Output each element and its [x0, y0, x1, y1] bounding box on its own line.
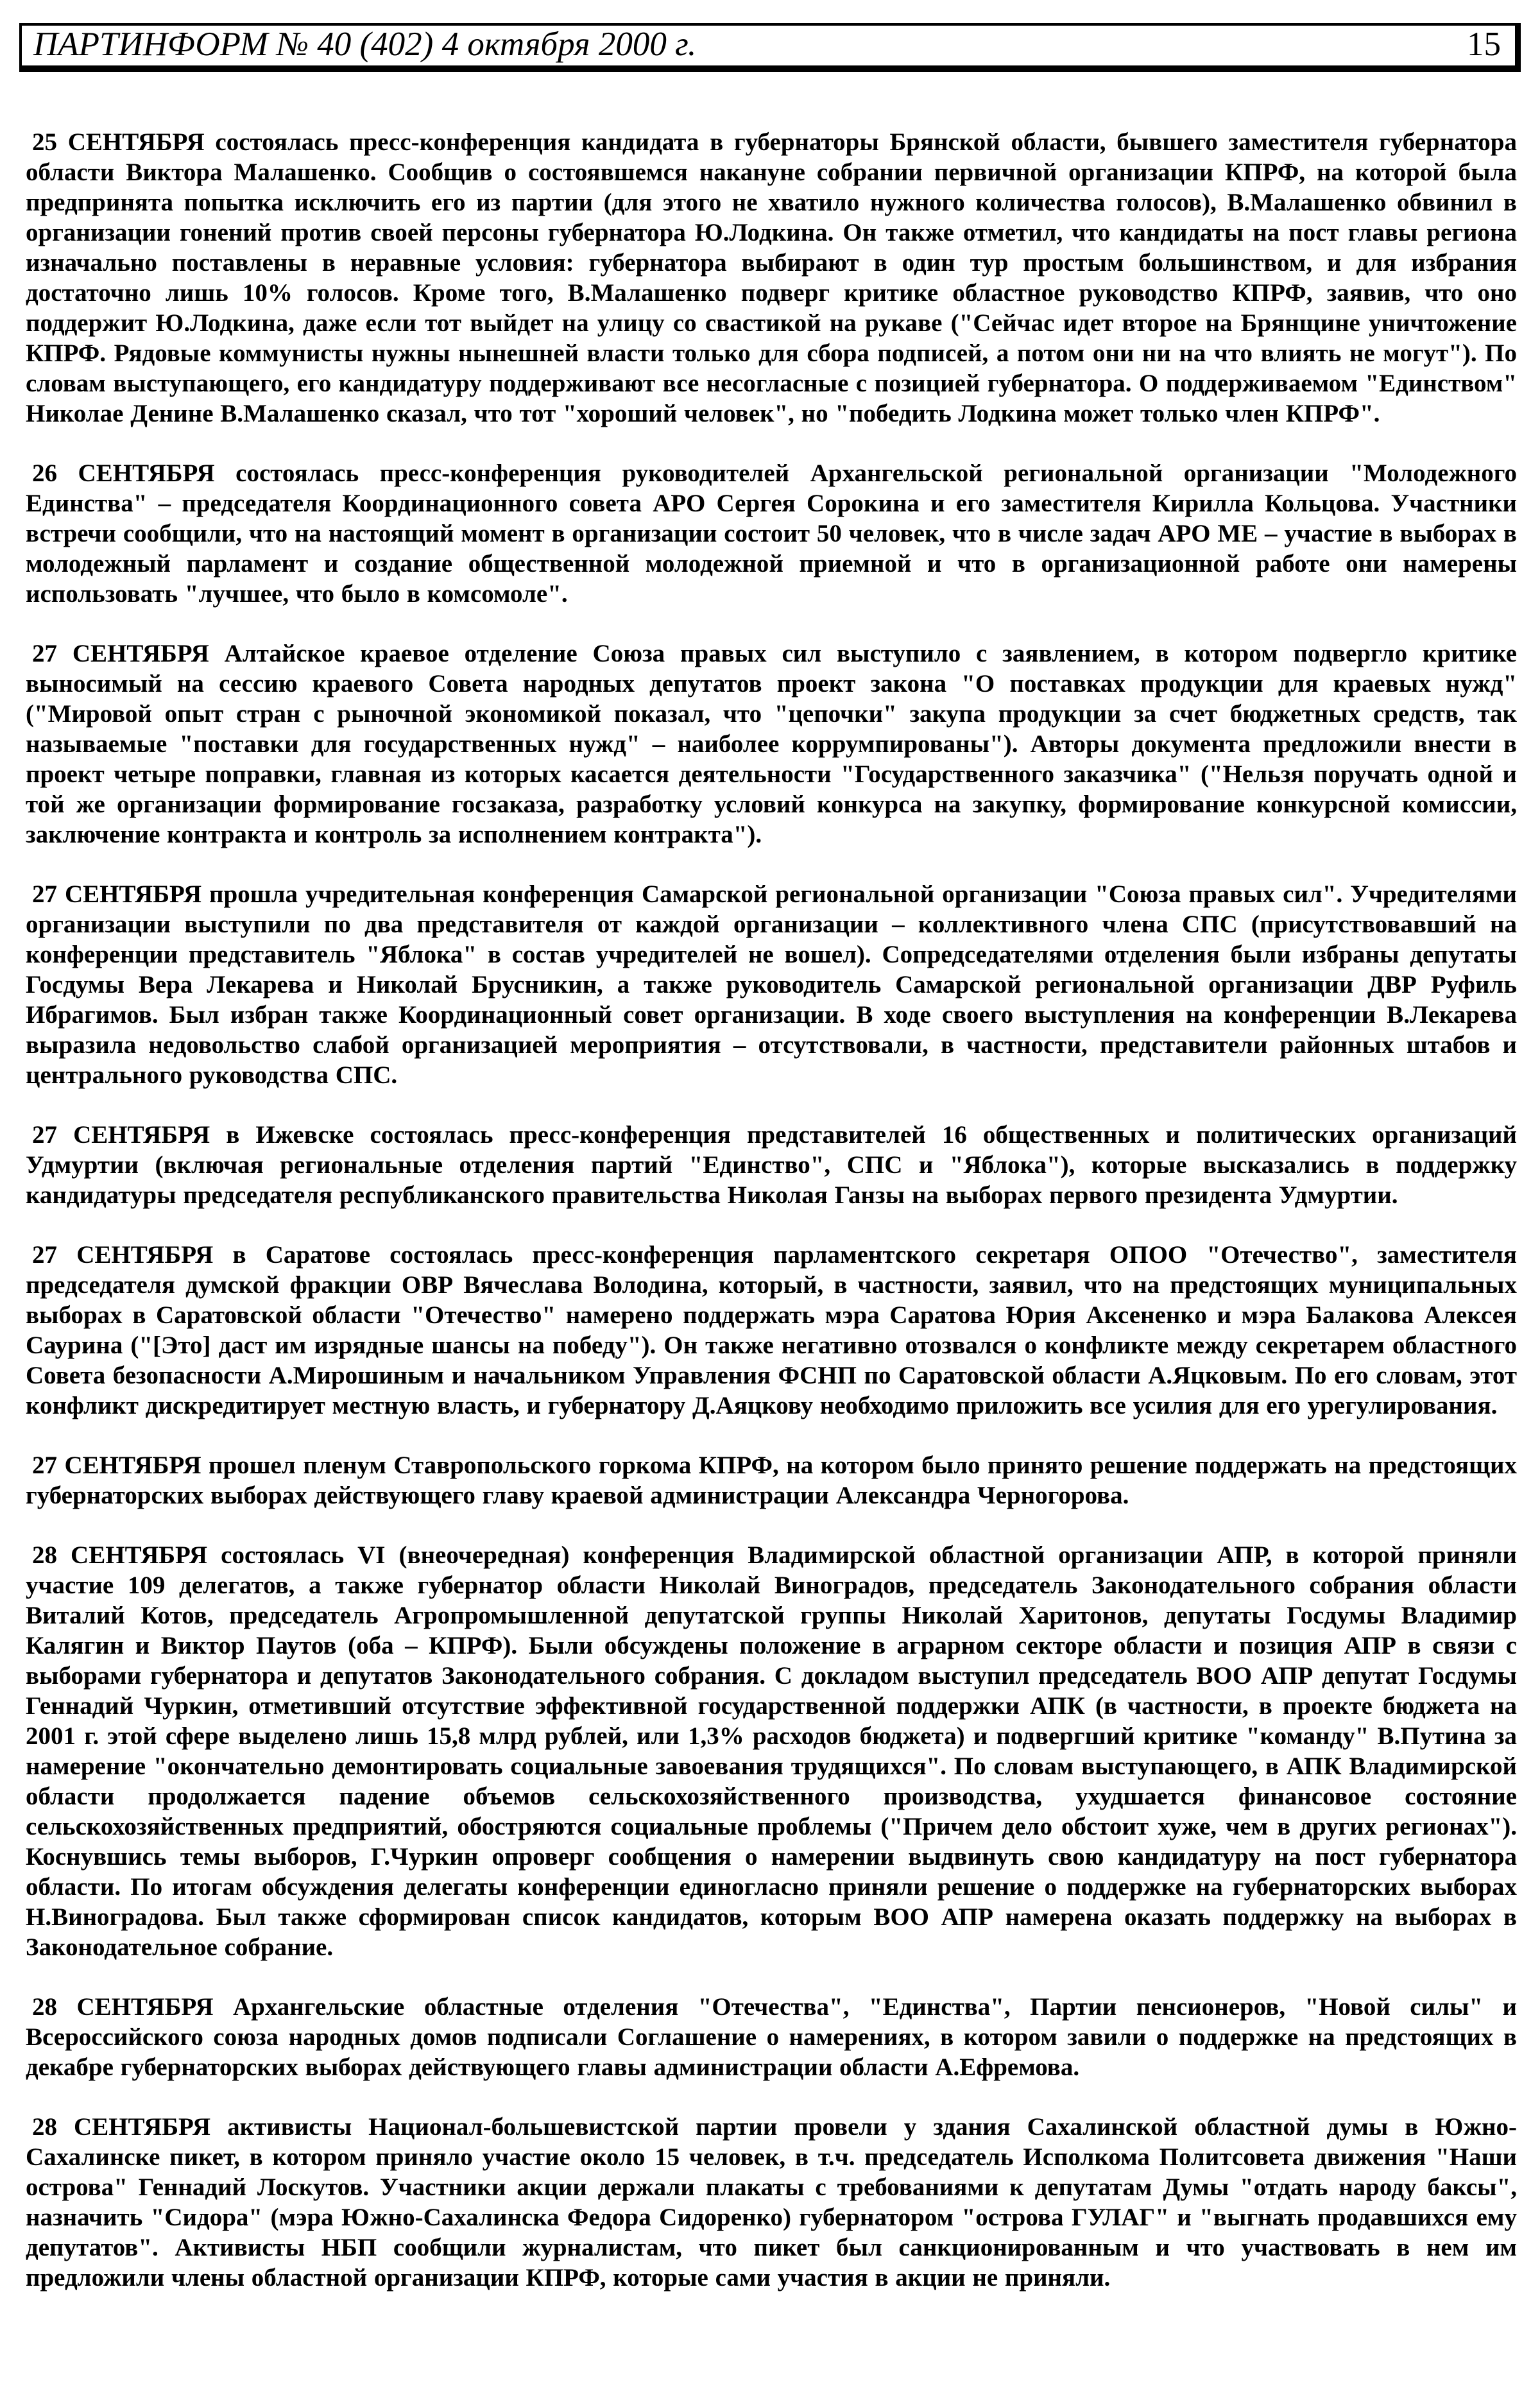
article-body — [26, 127, 1517, 2322]
paragraph: 27 СЕНТЯБРЯ прошел пленум Ставропольского горкома КПРФ, на котором было принято решение поддержать на предстоящих губернаторских выборах действующего главу краевой администрации Александра Черногорова. — [26, 1452, 1517, 1509]
paragraph: 28 СЕНТЯБРЯ активисты Национал-большевистской партии провели у здания Сахалинской областной думы в Южно-Сахалинске пикет, в котором приняло участие около 15 человек, в т.ч. председатель Исполкома Политсовета движения "Наши острова" Геннадий Лоскутов. Участники акции держали плакаты с требованиями к депутатам Думы "отдать народу баксы", назначить "Сидора" (мэра Южно-Сахалинска Федора Сидоренко) губернатором "острова ГУЛАГ" и "выгнать продавшихся ему депутатов". Активисты НБП сообщили журналистам, что пикет был санкционированным и что участвовать в нем им предложили члены областной организации КПРФ, которые сами участия в акции не приняли. — [26, 2113, 1517, 2292]
page-number: 15 — [1467, 25, 1501, 63]
paragraph: 27 СЕНТЯБРЯ в Саратове состоялась пресс-конференция парламентского секретаря ОПОО "Отечество", заместителя председателя думской фракции ОВР Вячеслава Володина, который, в частности, заявил, что на предстоящих муниципальных выборах в Саратовской области "Отечество" намерено поддержать мэра Саратова Юрия Аксененко и мэра Балакова Алексея Саурина ("[Это] даст им изрядные шансы на победу"). Он также негативно отозвался о конфликте между секретарем областного Совета безопасности А.Мирошиным и начальником Управления ФСНП по Саратовской области А.Яцковым. По его словам, этот конфликт дискредитирует местную власть, и губернатору Д.Аяцкову необходимо приложить все усилия для его урегулирования. — [26, 1241, 1517, 1419]
newsletter-masthead: ПАРТИНФОРМ № 40 (402) 4 октября 2000 г. — [33, 25, 697, 63]
paragraph: 27 СЕНТЯБРЯ в Ижевске состоялась пресс-конференция представителей 16 общественных и политических организаций Удмуртии (включая региональные отделения партий "Единство", СПС и "Яблока"), которые высказались в поддержку кандидатуры председателя республиканского правительства Николая Ганзы на выборах первого президента Удмуртии. — [26, 1121, 1517, 1209]
paragraph: 27 СЕНТЯБРЯ Алтайское краевое отделение Союза правых сил выступило с заявлением, в котором подвергло критике выносимый на сессию краевого Совета народных депутатов проект закона "О поставках продукции для краевых нужд" ("Мировой опыт стран с рыночной экономикой показал, что "цепочки" закупа продукции за счет бюджетных средств, так называемые "поставки для государственных нужд" – наиболее коррумпированы"). Авторы документа предложили внести в проект четыре поправки, главная из которых касается деятельности "Государственного заказчика" ("Нельзя поручать одной и той же организации формирование госзаказа, разработку условий конкурса на закупку, формирование конкурсной комиссии, заключение контракта и контроль за исполнением контракта"). — [26, 640, 1517, 848]
page-header — [19, 23, 1521, 72]
paragraph: 28 СЕНТЯБРЯ Архангельские областные отделения "Отечества", "Единства", Партии пенсионеров, "Новой силы" и Всероссийского союза народных домов подписали Соглашение о намерениях, в котором завили о поддержке на предстоящих в декабре губернаторских выборах действующего главы администрации области А.Ефремова. — [26, 1993, 1517, 2081]
paragraph: 28 СЕНТЯБРЯ состоялась VI (внеочередная) конференция Владимирской областной организации АПР, в которой приняли участие 109 делегатов, а также губернатор области Николай Виноградов, председатель Законодательного собрания области Виталий Котов, председатель Агропромышленной депутатской группы Николай Харитонов, депутаты Госдумы Владимир Калягин и Виктор Паутов (оба – КПРФ). Были обсуждены положение в аграрном секторе области и позиция АПР в связи с выборами губернатора и депутатов Законодательного собрания. С докладом выступил председатель ВОО АПР депутат Госдумы Геннадий Чуркин, отметивший отсутствие эффективной государственной поддержки АПК (в частности, в проекте бюджета на 2001 г. этой сфере выделено лишь 15,8 млрд рублей, или 1,3% расходов бюджета) и подвергший критике "команду" В.Путина за намерение "окончательно демонтировать социальные завоевания трудящихся". По словам выступающего, в АПК Владимирской области продолжается падение объемов сельскохозяйственного производства, ухудшается финансовое состояние сельскохозяйственных предприятий, обостряются социальные проблемы ("Причем дело обстоит хуже, чем в других регионах"). Коснувшись темы выборов, Г.Чуркин опроверг сообщения о намерении выдвинуть свою кандидатуру на пост губернатора области. По итогам обсуждения делегаты конференции единогласно приняли решение о поддержке на губернаторских выборах Н.Виноградова. Был также сформирован список кандидатов, которым ВОО АПР намерена оказать поддержку на выборах в Законодательное собрание. — [26, 1541, 1517, 1961]
paragraph: 26 СЕНТЯБРЯ состоялась пресс-конференция руководителей Архангельской региональной организации "Молодежного Единства" – председателя Координационного совета АРО Сергея Сорокина и его заместителя Кирилла Кольцова. Участники встречи сообщили, что на настоящий момент в организации состоит 50 человек, что в числе задач АРО МЕ – участие в выборах в молодежный парламент и создание общественной молодежной приемной и что в организационной работе они намерены использовать "лучшее, что было в комсомоле". — [26, 459, 1517, 608]
paragraph: 25 СЕНТЯБРЯ состоялась пресс-конференция кандидата в губернаторы Брянской области, бывшего заместителя губернатора области Виктора Малашенко. Сообщив о состоявшемся накануне собрании первичной организации КПРФ, на которой была предпринята попытка исключить его из партии (для этого не хватило нужного количества голосов), В.Малашенко обвинил в организации гонений против своей персоны губернатора Ю.Лодкина. Он также отметил, что кандидаты на пост главы региона изначально поставлены в неравные условия: губернатора выбирают в один тур простым большинством, и для избрания достаточно лишь 10% голосов. Кроме того, В.Малашенко подверг критике областное руководство КПРФ, заявив, что оно поддержит Ю.Лодкина, даже если тот выйдет на улицу со свастикой на рукаве ("Сейчас идет второе на Брянщине уничтожение КПРФ. Рядовые коммунисты нужны нынешней власти только для сбора подписей, а потом они ни на что влиять не могут"). По словам выступающего, его кандидатуру поддерживают все несогласные с позицией губернатора. О поддерживаемом "Единством" Николае Денине В.Малашенко сказал, что тот "хороший человек", но "победить Лодкина может только член КПРФ". — [26, 128, 1517, 427]
paragraph: 27 СЕНТЯБРЯ прошла учредительная конференция Самарской региональной организации "Союза правых сил". Учредителями организации выступили по два представителя от каждой организации – коллективного члена СПС (присутствовавший на конференции представитель "Яблока" в состав учредителей не вошел). Сопредседателями отделения были избраны депутаты Госдумы Вера Лекарева и Николай Брусникин, а также руководитель Самарской региональной организации ДВР Руфиль Ибрагимов. Был избран также Координационный совет организации. В ходе своего выступления на конференции В.Лекарева выразила недовольство слабой организацией мероприятия – отсутствовали, в частности, представители районных штабов и центрального руководства СПС. — [26, 880, 1517, 1089]
